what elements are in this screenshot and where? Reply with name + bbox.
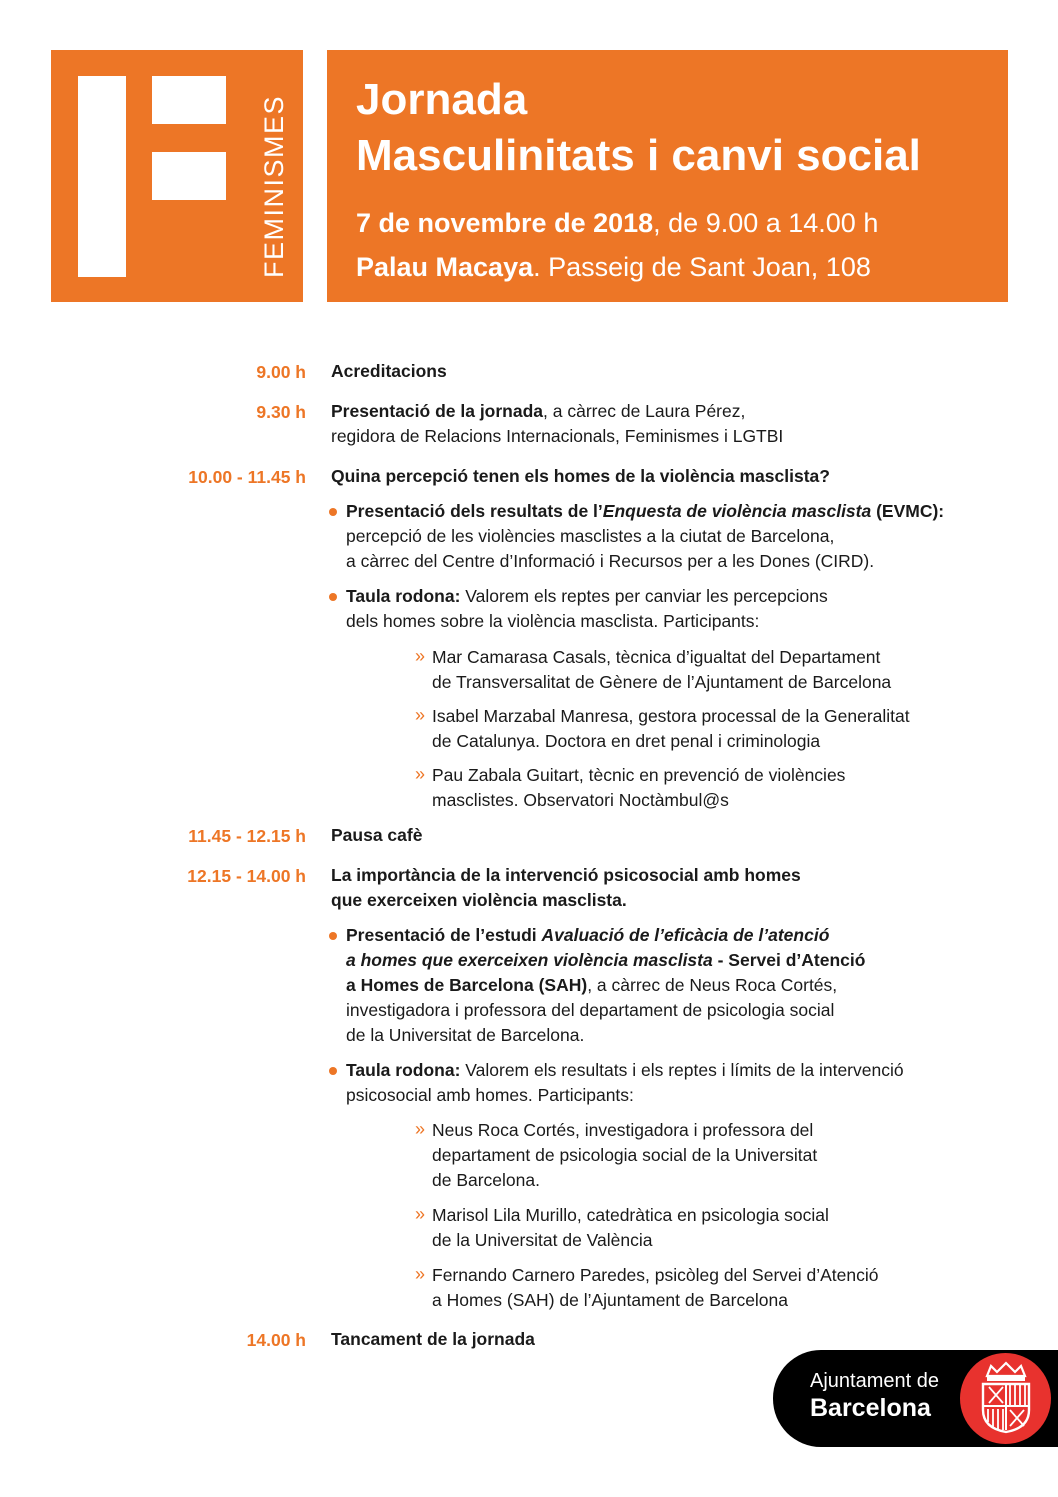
title-banner <box>327 50 1008 302</box>
s5-b2-line2: psicosocial amb homes. Participants: <box>346 1085 634 1105</box>
chevron-right-icon: » <box>415 646 426 666</box>
chevron-right-icon: » <box>415 1119 426 1139</box>
session-title-s6: Tancament de la jornada <box>331 1329 535 1349</box>
s5-participant-1-line2: departament de psicologia social de la Universitat <box>432 1145 818 1165</box>
s3-participant-3-line2: masclistes. Observatori Noctàmbul@s <box>432 790 729 810</box>
bullet-dot <box>329 932 337 940</box>
s5-b1-line3: a Homes de Barcelona (SAH), a càrrec de Neus Roca Cortés, <box>346 975 838 995</box>
s3-participant-2-line2: de Catalunya. Doctora en dret penal i criminologia <box>432 731 821 751</box>
s3-participant-2-line1: Isabel Marzabal Manresa, gestora processal de la Generalitat <box>432 706 910 726</box>
bullet-dot <box>329 1067 337 1075</box>
event-title-line1: Jornada <box>356 75 528 124</box>
chevron-right-icon: » <box>415 705 426 725</box>
session-s2-line1: Presentació de la jornada, a càrrec de Laura Pérez, <box>331 401 746 421</box>
ajuntament-logo <box>773 1350 1058 1447</box>
s3-participant-1-line1: Mar Camarasa Casals, tècnica d’igualtat del Departament <box>432 647 881 667</box>
logo-bar-middle <box>152 152 226 200</box>
s3-participant-1-line2: de Transversalitat de Gènere de l’Ajuntament de Barcelona <box>432 672 892 692</box>
s5-participant-2-line1: Marisol Lila Murillo, catedràtica en psicologia social <box>432 1205 829 1225</box>
logo-bar-vertical <box>78 76 126 277</box>
s3-b2-line2: dels homes sobre la violència masclista. Participants: <box>346 611 760 631</box>
logo-word: FEMINISMES <box>259 94 289 278</box>
time-s5: 12.15 - 14.00 h <box>187 866 306 886</box>
event-place: Palau Macaya. Passeig de Sant Joan, 108 <box>356 252 871 282</box>
session-title-s3: Quina percepció tenen els homes de la violència masclista? <box>331 466 830 486</box>
s3-b1-line1: Presentació dels resultats de l’Enquesta de violència masclista (EVMC): <box>346 501 945 521</box>
event-title-line2: Masculinitats i canvi social <box>356 131 921 180</box>
time-s6: 14.00 h <box>246 1330 306 1350</box>
chevron-right-icon: » <box>415 1204 426 1224</box>
s3-b2-line1: Taula rodona: Valorem els reptes per canviar les percepcions <box>346 586 828 606</box>
bullet-dot <box>329 508 337 516</box>
s5-participant-1-line3: de Barcelona. <box>432 1170 540 1190</box>
org-name-line1: Ajuntament de <box>810 1370 939 1392</box>
session-title-s5-line2: que exerceixen violència masclista. <box>331 890 627 910</box>
org-name-line2: Barcelona <box>810 1394 931 1422</box>
time-s3: 10.00 - 11.45 h <box>188 467 306 487</box>
time-s2: 9.30 h <box>256 402 306 422</box>
s5-participant-1-line1: Neus Roca Cortés, investigadora i professora del <box>432 1120 814 1140</box>
session-s2-line2: regidora de Relacions Internacionals, Feminismes i LGTBI <box>331 426 784 446</box>
s5-b1-line5: de la Universitat de Barcelona. <box>346 1025 585 1045</box>
event-date: 7 de novembre de 2018, de 9.00 a 14.00 h <box>356 208 879 238</box>
barcelona-coat-of-arms-icon <box>979 1360 1033 1434</box>
s5-participant-3-line2: a Homes (SAH) de l’Ajuntament de Barcelona <box>432 1290 789 1310</box>
s5-b1-line4: investigadora i professora del departament de psicologia social <box>346 1000 835 1020</box>
session-title-s4: Pausa cafè <box>331 825 423 845</box>
bullet-dot <box>329 593 337 601</box>
s5-b1-line2: a homes que exerceixen violència masclista - Servei d’Atenció <box>346 950 866 970</box>
logo-bar-top <box>152 76 226 124</box>
s3-b1-line3: a càrrec del Centre d’Informació i Recursos per a les Dones (CIRD). <box>346 551 875 571</box>
chevron-right-icon: » <box>415 764 426 784</box>
session-title-s1: Acreditacions <box>331 361 447 381</box>
s5-b2-line1: Taula rodona: Valorem els resultats i els reptes i límits de la intervenció <box>346 1060 904 1080</box>
chevron-right-icon: » <box>415 1264 426 1284</box>
s3-b1-line2: percepció de les violències masclistes a la ciutat de Barcelona, <box>346 526 835 546</box>
s5-participant-2-line2: de la Universitat de València <box>432 1230 653 1250</box>
s3-participant-3-line1: Pau Zabala Guitart, tècnic en prevenció de violències <box>432 765 846 785</box>
session-title-s5-line1: La importància de la intervenció psicosocial amb homes <box>331 865 801 885</box>
s5-b1-line1: Presentació de l’estudi Avaluació de l’eficàcia de l’atenció <box>346 925 830 945</box>
feminismes-logo <box>51 50 303 302</box>
time-s4: 11.45 - 12.15 h <box>188 826 306 846</box>
s5-participant-3-line1: Fernando Carnero Paredes, psicòleg del Servei d’Atenció <box>432 1265 879 1285</box>
time-s1: 9.00 h <box>256 362 306 382</box>
